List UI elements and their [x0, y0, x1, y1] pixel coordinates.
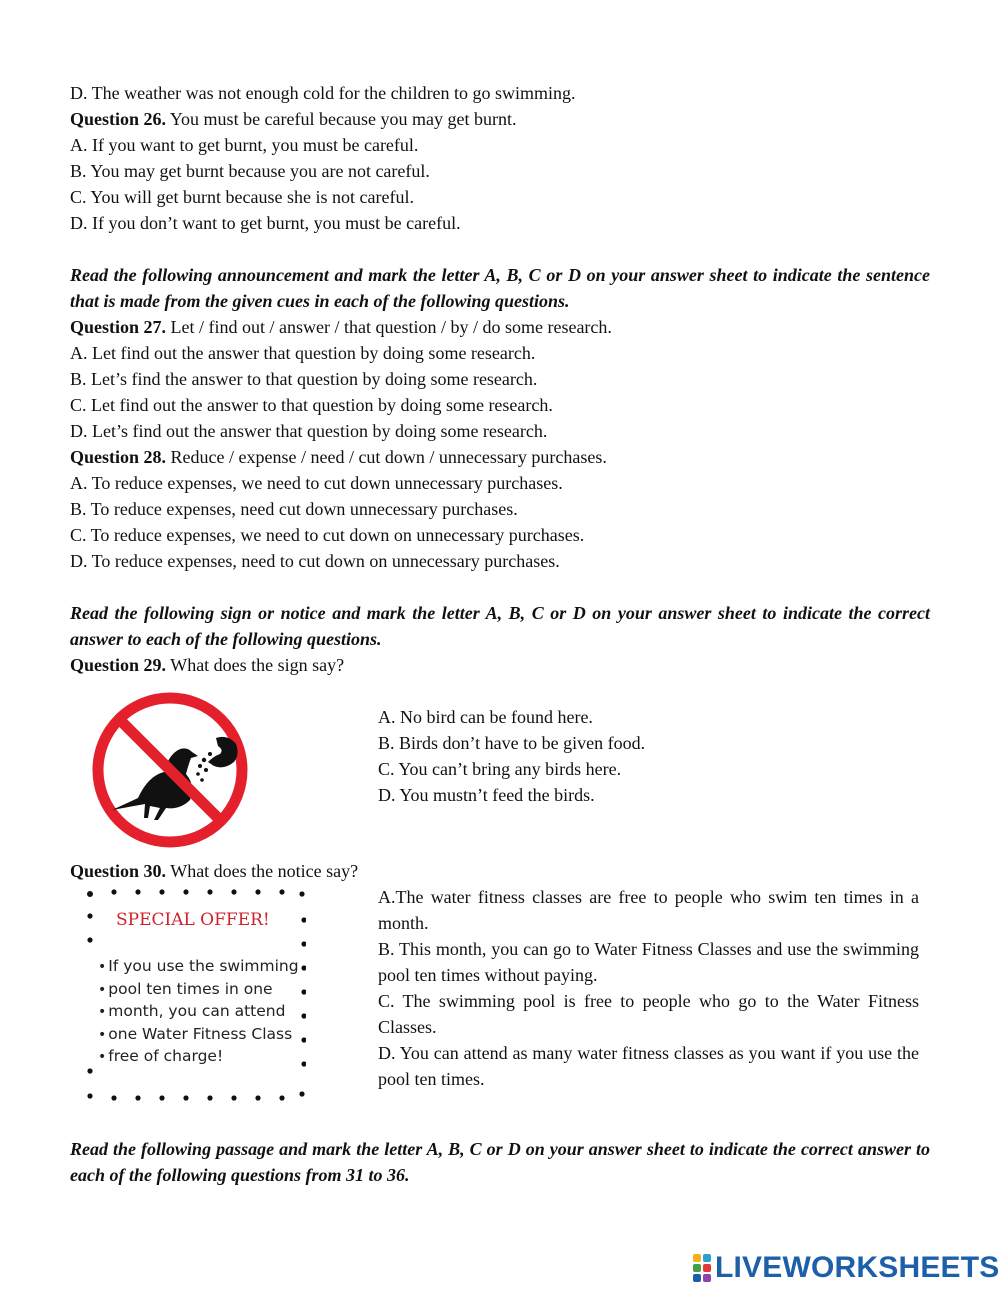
notice-body	[98, 956, 299, 1069]
q25-option-d: D. The weather was not enough cold for the children to go swimming.	[70, 83, 576, 103]
question-30-prompt: What does the notice say?	[170, 861, 359, 881]
q29-option-c[interactable]: C. You can’t bring any birds here.	[378, 759, 622, 779]
q26-option-a[interactable]: A. If you want to get burnt, you must be careful.	[70, 135, 419, 155]
section-cues-instruction: Read the following announcement and mark the letter A, B, C or D on your answer sheet to indicate the sentence that is made from the given cues in each of the following questions.	[70, 265, 930, 311]
q28-option-a[interactable]: A. To reduce expenses, we need to cut down unnecessary purchases.	[70, 473, 563, 493]
question-27	[70, 314, 930, 340]
special-offer-notice	[84, 886, 306, 1106]
question-27-label: Question 27.	[70, 317, 167, 337]
notice-line: • pool ten times in one	[98, 979, 299, 1002]
no-feeding-birds-sign-icon	[90, 690, 250, 850]
question-28-label: Question 28.	[70, 447, 167, 467]
q30-option-b[interactable]: B. This month, you can go to Water Fitness Classes and use the swimming pool ten times without paying.	[378, 939, 919, 985]
q30-option-d[interactable]: D. You can attend as many water fitness classes as you want if you use the pool ten times.	[378, 1043, 919, 1089]
q30-option-a[interactable]: A.The water fitness classes are free to people who swim ten times in a month.	[378, 887, 919, 933]
q29-options	[378, 704, 645, 808]
question-29-label: Question 29.	[70, 655, 167, 675]
liveworksheets-brand: LIVEWORKSHEETS	[715, 1251, 1000, 1284]
liveworksheets-logo[interactable]	[693, 1251, 1000, 1285]
notice-title: SPECIAL OFFER!	[116, 910, 270, 930]
question-29	[70, 652, 930, 678]
q30-block	[70, 884, 930, 1114]
question-28	[70, 444, 930, 470]
question-28-prompt: Reduce / expense / need / cut down / unnecessary purchases.	[170, 447, 607, 467]
notice-line: • If you use the swimming	[98, 956, 299, 979]
question-30	[70, 858, 930, 884]
q27-option-a[interactable]: A. Let find out the answer that question by doing some research.	[70, 343, 536, 363]
q30-options	[378, 884, 919, 1092]
q28-option-c[interactable]: C. To reduce expenses, we need to cut down on unnecessary purchases.	[70, 525, 585, 545]
notice-line: • free of charge!	[98, 1046, 299, 1069]
worksheet-page	[70, 80, 930, 1188]
q29-option-b[interactable]: B. Birds don’t have to be given food.	[378, 733, 646, 753]
notice-line: • month, you can attend	[98, 1001, 299, 1024]
notice-line: • one Water Fitness Class	[98, 1024, 299, 1047]
question-27-prompt: Let / find out / answer / that question / by / do some research.	[170, 317, 612, 337]
question-26	[70, 106, 930, 132]
q29-option-d[interactable]: D. You mustn’t feed the birds.	[378, 785, 595, 805]
q28-option-b[interactable]: B. To reduce expenses, need cut down unnecessary purchases.	[70, 499, 518, 519]
q27-option-b[interactable]: B. Let’s find the answer to that question by doing some research.	[70, 369, 538, 389]
q26-option-d[interactable]: D. If you don’t want to get burnt, you must be careful.	[70, 213, 461, 233]
q28-option-d[interactable]: D. To reduce expenses, need to cut down on unnecessary purchases.	[70, 551, 560, 571]
q26-option-c[interactable]: C. You will get burnt because she is not careful.	[70, 187, 414, 207]
q29-option-a[interactable]: A. No bird can be found here.	[378, 707, 593, 727]
section-passage-instruction: Read the following passage and mark the letter A, B, C or D on your answer sheet to indicate the correct answer to each of the following questions from 31 to 36.	[70, 1139, 930, 1185]
section-signs-instruction: Read the following sign or notice and mark the letter A, B, C or D on your answer sheet to indicate the correct answer to each of the following questions.	[70, 603, 930, 649]
liveworksheets-mark-icon	[693, 1254, 711, 1282]
q27-option-c[interactable]: C. Let find out the answer to that question by doing some research.	[70, 395, 553, 415]
question-30-label: Question 30.	[70, 861, 167, 881]
q30-option-c[interactable]: C. The swimming pool is free to people who go to the Water Fitness Classes.	[378, 991, 919, 1037]
q27-option-d[interactable]: D. Let’s find out the answer that question by doing some research.	[70, 421, 548, 441]
q26-option-b[interactable]: B. You may get burnt because you are not careful.	[70, 161, 430, 181]
q29-block	[70, 686, 930, 851]
question-29-prompt: What does the sign say?	[170, 655, 345, 675]
question-26-prompt: You must be careful because you may get burnt.	[169, 109, 517, 129]
question-26-label: Question 26.	[70, 109, 167, 129]
